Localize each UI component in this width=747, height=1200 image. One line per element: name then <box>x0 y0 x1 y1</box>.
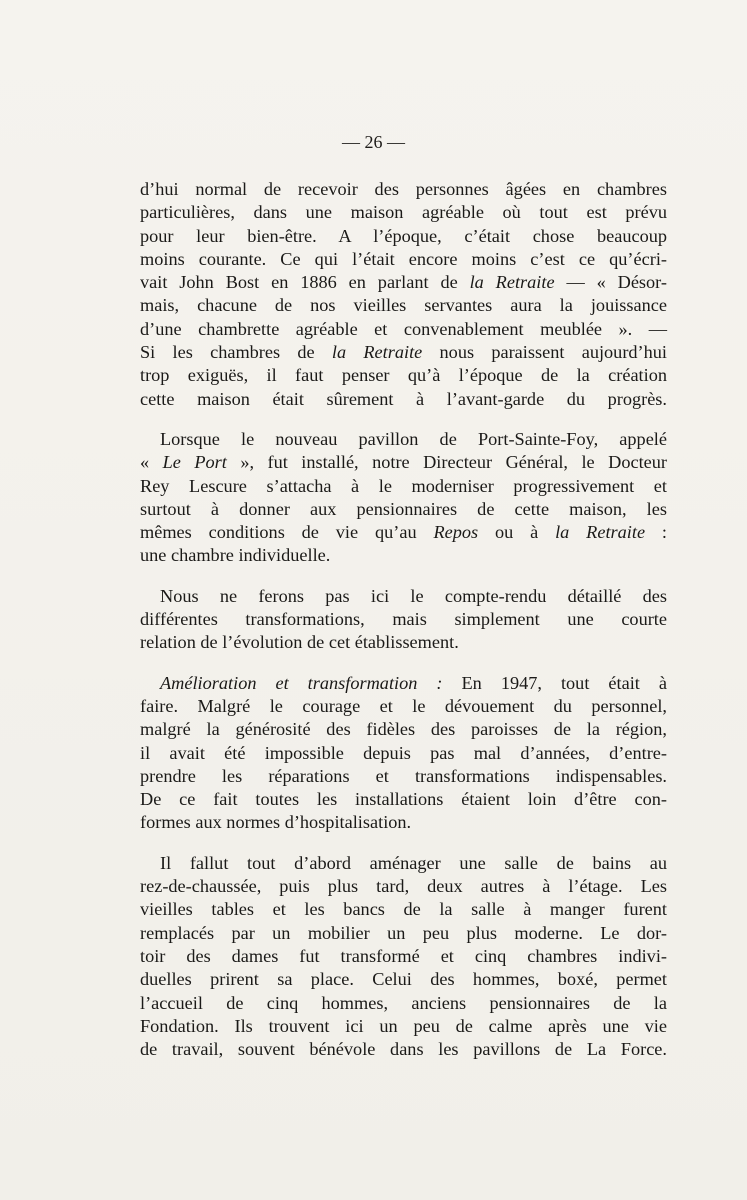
text-segment: mêmes conditions de vie qu’au <box>140 522 434 543</box>
text-line <box>140 294 667 317</box>
text-line <box>140 852 667 875</box>
text-line <box>140 898 667 921</box>
text-segment: une chambre individuelle. <box>140 545 331 566</box>
text-line <box>140 341 667 364</box>
text-segment: d’hui normal de recevoir des personnes âgées en chambres <box>140 179 667 199</box>
text-segment: relation de l’évolution de cet établissement. <box>140 632 459 653</box>
text-line <box>140 544 667 567</box>
text-segment: Nous ne ferons pas ici le compte-rendu détaillé des <box>160 585 667 606</box>
italic-text: la Retraite <box>555 522 646 543</box>
text-segment: nous paraissent aujourd’hui <box>422 342 667 363</box>
text-line <box>140 1015 667 1038</box>
text-segment: De ce fait toutes les installations étaient loin d’être con- <box>140 789 667 810</box>
text-segment: duelles prirent sa place. Celui des hommes, boxé, permet <box>140 969 667 990</box>
text-segment: « <box>140 452 163 473</box>
text-segment: prendre les réparations et transformations indispensables. <box>140 765 667 786</box>
text-segment: différentes transformations, mais simplement une courte <box>140 609 667 630</box>
text-segment: Fondation. Ils trouvent ici un peu de calme après une vie <box>140 1015 667 1036</box>
text-line <box>140 1038 667 1061</box>
text-segment: formes aux normes d’hospitalisation. <box>140 812 412 833</box>
text-line <box>140 608 667 631</box>
text-segment: trop exiguës, il faut penser qu’à l’époque de la création <box>140 365 667 386</box>
text-segment: surtout à donner aux pensionnaires de cette maison, les <box>140 498 667 519</box>
text-segment: de travail, souvent bénévole dans les pavillons de La Force. <box>140 1039 667 1060</box>
text-line <box>140 498 667 521</box>
text-segment: Rey Lescure s’attacha à le moderniser progressivement et <box>140 475 667 496</box>
text-segment: faire. Malgré le courage et le dévouement du personnel, <box>140 695 667 716</box>
text-line <box>140 428 667 451</box>
page-number: — 26 — <box>342 132 405 152</box>
text-segment: pour leur bien-être. A l’époque, c’était chose beaucoup <box>140 225 667 246</box>
body-text <box>140 178 667 1078</box>
text-line <box>140 271 667 294</box>
text-segment: particulières, dans une maison agréable où tout est prévu <box>140 202 667 223</box>
text-segment: l’accueil de cinq hommes, anciens pensionnaires de la <box>140 992 667 1013</box>
text-segment: vait John Bost en 1886 en parlant de <box>140 272 470 293</box>
text-line <box>140 225 667 248</box>
text-line <box>140 875 667 898</box>
text-line <box>140 742 667 765</box>
text-line <box>140 201 667 224</box>
text-line <box>140 451 667 474</box>
text-line <box>140 178 667 201</box>
text-segment: cette maison était sûrement à l’avant-garde du progrès. <box>140 388 667 409</box>
text-line <box>140 318 667 341</box>
text-segment: — « Désor- <box>554 272 667 293</box>
text-segment: il avait été impossible depuis pas mal d’années, d’entre- <box>140 742 667 763</box>
text-segment: ou à <box>478 522 556 543</box>
italic-text: Le Port <box>162 452 227 473</box>
text-line <box>140 765 667 788</box>
paragraph <box>140 428 667 568</box>
italic-text: Repos <box>433 522 479 543</box>
text-line <box>140 968 667 991</box>
text-segment: : <box>645 522 667 543</box>
italic-text: Amélioration et transformation : <box>160 672 443 693</box>
text-line <box>140 992 667 1015</box>
text-segment: moins courante. Ce qui l’était encore moins c’est ce qu’écri- <box>140 248 667 269</box>
text-segment: rez-de-chaussée, puis plus tard, deux autres à l’étage. Les <box>140 876 667 897</box>
paragraph <box>140 852 667 1062</box>
paragraph <box>140 672 667 835</box>
paragraph <box>140 178 667 411</box>
text-line <box>140 672 667 695</box>
text-line <box>140 521 667 544</box>
text-line <box>140 631 667 654</box>
text-segment: Il fallut tout d’abord aménager une salle de bains au <box>160 852 667 873</box>
italic-text: la Retraite <box>469 272 555 293</box>
text-segment: vieilles tables et les bancs de la salle à manger furent <box>140 899 667 920</box>
text-segment: Lorsque le nouveau pavillon de Port-Sainte-Foy, appelé <box>160 428 667 449</box>
text-line <box>140 364 667 387</box>
text-line <box>140 695 667 718</box>
italic-text: la Retraite <box>331 342 423 363</box>
text-line <box>140 585 667 608</box>
text-line <box>140 475 667 498</box>
text-line <box>140 718 667 741</box>
text-segment: remplacés par un mobilier un peu plus moderne. Le dor- <box>140 922 667 943</box>
text-segment: d’une chambrette agréable et convenablement meublée ». — <box>140 318 667 339</box>
text-line <box>140 922 667 945</box>
text-segment: », fut installé, notre Directeur Général, le Docteur <box>226 452 667 473</box>
text-line <box>140 388 667 411</box>
text-segment: malgré la générosité des fidèles des paroisses de la région, <box>140 719 667 740</box>
text-segment: mais, chacune de nos vieilles servantes aura la jouissance <box>140 295 667 316</box>
text-line <box>140 788 667 811</box>
text-segment: En 1947, tout était à <box>442 672 667 693</box>
text-line <box>140 811 667 834</box>
paragraph <box>140 585 667 655</box>
text-line <box>140 248 667 271</box>
text-line <box>140 945 667 968</box>
text-segment: toir des dames fut transformé et cinq chambres indivi- <box>140 945 667 966</box>
text-segment: Si les chambres de <box>140 342 332 363</box>
